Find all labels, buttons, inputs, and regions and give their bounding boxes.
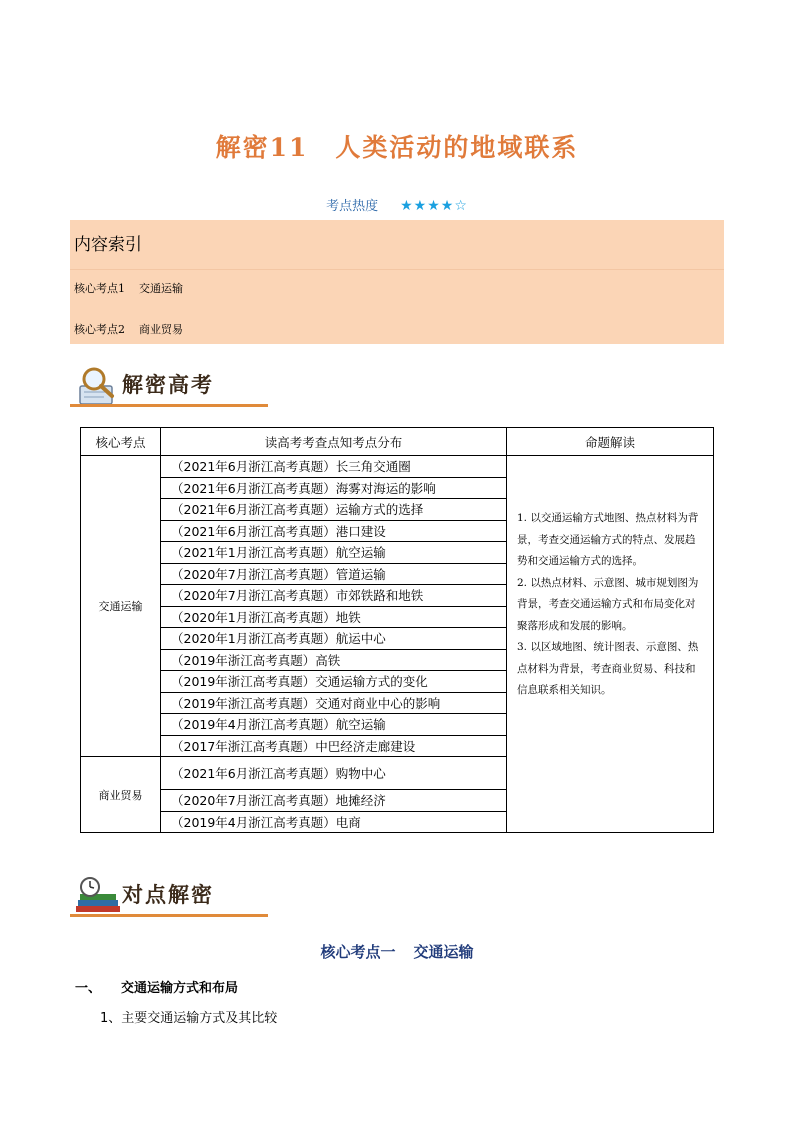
exam-item: （2020年7月浙江高考真题）地摊经济: [161, 790, 507, 812]
index-item-text: 交通运输: [139, 282, 183, 295]
subheading-text: 交通运输方式和布局: [121, 981, 239, 996]
section-header-exam: [70, 366, 270, 410]
index-item: [74, 280, 183, 296]
exam-item: （2020年7月浙江高考真题）管道运输: [161, 563, 507, 585]
exam-item: （2017年浙江高考真题）中巴经济走廊建设: [161, 735, 507, 757]
content-index-heading: 内容索引: [74, 235, 142, 255]
core-topic-heading: [0, 941, 794, 962]
magnifier-book-icon: [74, 366, 120, 408]
exam-item: （2019年浙江高考真题）交通对商业中心的影响: [161, 692, 507, 714]
table-header: 读高考考查点知考点分布: [161, 428, 507, 456]
heat-stars: ★★★★☆: [400, 198, 468, 214]
interpretation-item: 2. 以热点材料、示意图、城市规划图为背景，考查交通运输方式和布局变化对聚落形成和发展的影响。: [517, 576, 699, 632]
divider: [70, 269, 724, 270]
exam-table: [80, 427, 714, 833]
clock-books-icon: [74, 876, 124, 918]
exam-item: （2019年浙江高考真题）交通运输方式的变化: [161, 671, 507, 693]
table-row: [81, 456, 714, 478]
content-index-box: [70, 220, 724, 344]
exam-item: （2021年1月浙江高考真题）航空运输: [161, 542, 507, 564]
exam-item: （2020年1月浙江高考真题）地铁: [161, 606, 507, 628]
core-topic-num: 核心考点一: [320, 943, 396, 961]
exam-item: （2020年7月浙江高考真题）市郊铁路和地铁: [161, 585, 507, 607]
exam-item: （2021年6月浙江高考真题）运输方式的选择: [161, 499, 507, 521]
exam-item: （2021年6月浙江高考真题）海雾对海运的影响: [161, 477, 507, 499]
exam-item: （2021年6月浙江高考真题）购物中心: [161, 757, 507, 790]
heat-rating: [0, 195, 794, 214]
subheading-num: 一、: [75, 981, 102, 996]
table-header: 命题解读: [507, 428, 714, 456]
index-item: [74, 321, 183, 337]
table-header-row: [81, 428, 714, 456]
exam-item: （2019年4月浙江高考真题）电商: [161, 811, 507, 833]
exam-item: （2019年浙江高考真题）高铁: [161, 649, 507, 671]
section-underline: [70, 404, 268, 407]
exam-item: （2019年4月浙江高考真题）航空运输: [161, 714, 507, 736]
exam-item: （2021年6月浙江高考真题）港口建设: [161, 520, 507, 542]
subheading: [75, 977, 238, 996]
exam-item: （2020年1月浙江高考真题）航运中心: [161, 628, 507, 650]
paragraph: 1、主要交通运输方式及其比较: [100, 1011, 278, 1026]
table-header: 核心考点: [81, 428, 161, 456]
index-item-num: 核心考点1: [74, 282, 125, 295]
index-item-num: 核心考点2: [74, 323, 125, 336]
category-cell: 交通运输: [81, 456, 161, 757]
interpretation-cell: [507, 456, 714, 833]
interpretation-item: 3. 以区域地图、统计图表、示意图、热点材料为背景，考查商业贸易、科技和信息联系相关知识。: [517, 641, 699, 696]
interpretation-item: 1. 以交通运输方式地图、热点材料为背景，考查交通运输方式的特点、发展趋势和交通运输方式的选择。: [517, 512, 699, 567]
category-cell: 商业贸易: [81, 757, 161, 833]
index-item-text: 商业贸易: [139, 323, 183, 336]
section-header-points: [70, 876, 270, 920]
section-title: 解密高考: [122, 372, 214, 397]
heat-label: 考点热度: [326, 199, 379, 214]
exam-item: （2021年6月浙江高考真题）长三角交通圈: [161, 456, 507, 478]
core-topic-text: 交通运输: [413, 943, 474, 961]
section-title: 对点解密: [122, 882, 214, 907]
section-underline: [70, 914, 268, 917]
page-title: 解密11 人类活动的地域联系: [215, 133, 579, 162]
